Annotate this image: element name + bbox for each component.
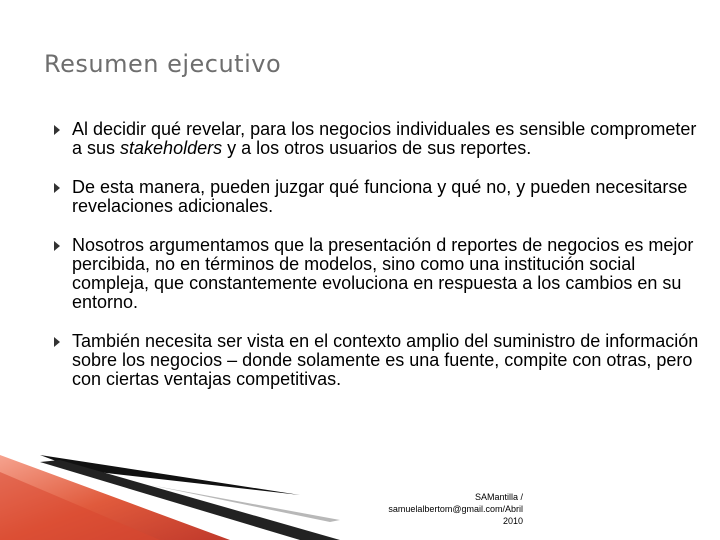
- footer-line: 2010: [502, 516, 523, 526]
- bullet-item: [52, 236, 702, 312]
- arrow-bullet-icon: [54, 183, 60, 193]
- arrow-bullet-icon: [54, 337, 60, 347]
- bullet-text: De esta manera, pueden juzgar qué funciona y qué no, y pueden necesitarse revelaciones adicionales.: [72, 177, 688, 216]
- bullet-text: Al decidir qué revelar, para los negocios individuales es sensible comprometer a sus: [72, 119, 697, 158]
- bullet-item: [52, 178, 702, 216]
- bullet-text: y a los otros usuarios de sus reportes.: [222, 138, 532, 158]
- slide-footer: [343, 491, 523, 527]
- bullet-item: [52, 332, 702, 389]
- bullet-item: [52, 120, 702, 158]
- footer-line: SAMantilla /: [474, 492, 523, 502]
- footer-line: samuelalbertom@gmail.com/Abril: [388, 504, 523, 514]
- bullet-italic-text: stakeholders: [120, 138, 223, 158]
- bullet-list: [52, 120, 702, 389]
- arrow-bullet-icon: [54, 125, 60, 135]
- bullet-text: También necesita ser vista en el contexto amplio del suministro de información sobre los negocios – donde solamente es una fuente, compite con otras, pero con ciertas ventajas competitivas.: [72, 331, 699, 389]
- bullet-text: Nosotros argumentamos que la presentación d reportes de negocios es mejor percibida, no en términos de modelos, sino como una institución social compleja, que constantemente evoluciona en respuesta a los cambios en su entorno.: [72, 235, 694, 312]
- arrow-bullet-icon: [54, 241, 60, 251]
- slide-title: Resumen ejecutivo: [44, 50, 282, 78]
